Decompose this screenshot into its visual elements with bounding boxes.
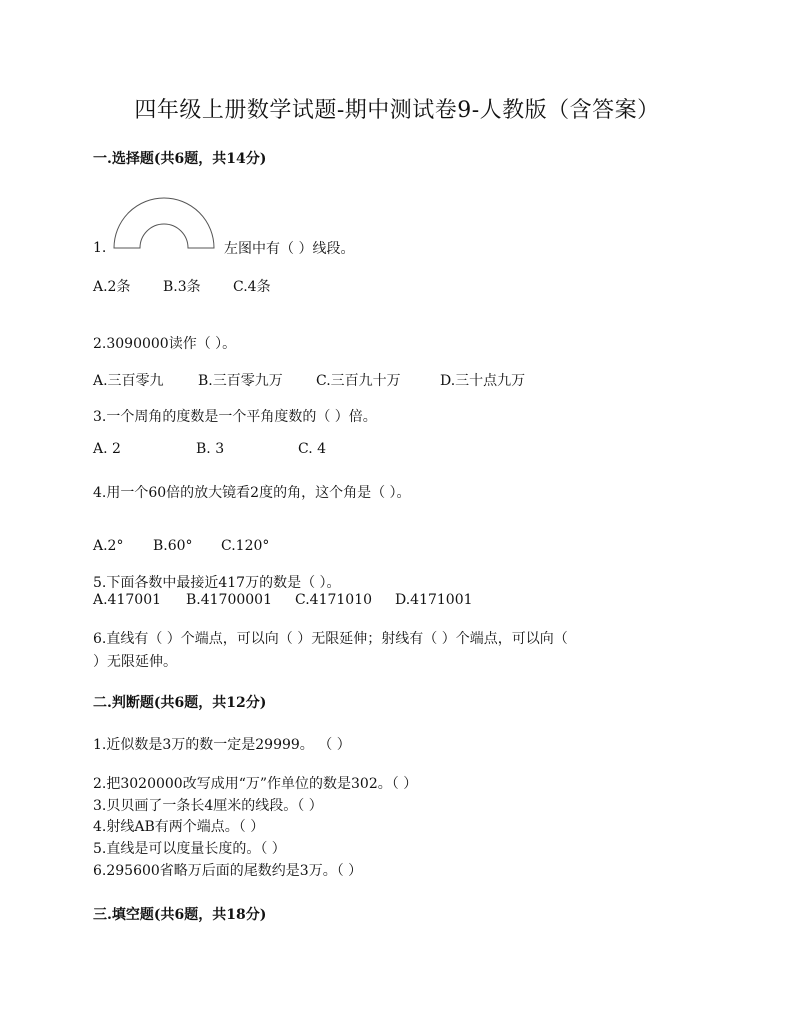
section-heading-choice: 一.选择题(共6题，共14分) [93, 151, 267, 167]
judge-item-4: 4.射线AB有两个端点。（ ） [93, 819, 265, 835]
option-a: A.2条 [93, 279, 131, 295]
judge-item-3: 3.贝贝画了一条长4厘米的线段。（ ） [93, 798, 323, 814]
section-heading-judge: 二.判断题(共6题，共12分) [93, 695, 267, 711]
option-a: A.三百零九 [93, 373, 164, 389]
question-1-text: 左图中有（ ）线段。 [224, 241, 355, 257]
arch-figure [112, 192, 216, 250]
option-b: B. 3 [196, 441, 225, 457]
option-d: D.4171001 [395, 592, 473, 608]
option-c: C.三百九十万 [316, 373, 401, 389]
option-b: B.41700001 [186, 592, 272, 608]
judge-item-6: 6.295600省略万后面的尾数约是3万。（ ） [93, 863, 363, 879]
question-2-options [93, 370, 525, 390]
judge-item-2: 2.把3020000改写成用“万”作单位的数是302。（ ） [93, 776, 418, 792]
option-a: A. 2 [93, 441, 121, 457]
question-3-text: 3.一个周角的度数是一个平角度数的（ ）倍。 [93, 409, 377, 425]
question-5-text: 5.下面各数中最接近417万的数是（ ）。 [93, 575, 341, 591]
question-6-line-2: ）无限延伸。 [93, 654, 177, 670]
question-2-text: 2.3090000读作（ ）。 [93, 336, 237, 352]
option-a: A.417001 [93, 592, 162, 608]
question-1-number: 1. [93, 240, 107, 256]
option-c: C. 4 [298, 441, 327, 457]
option-a: A.2° [93, 538, 124, 554]
question-6-line-1: 6.直线有（ ）个端点，可以向（ ）无限延伸；射线有（ ）个端点，可以向（ [93, 631, 568, 647]
question-5-options [93, 592, 473, 608]
option-b: B.3条 [163, 279, 201, 295]
question-4-options [93, 538, 269, 554]
option-c: C.120° [221, 538, 270, 554]
section-heading-fill: 三.填空题(共6题，共18分) [93, 907, 267, 923]
question-4-text: 4.用一个60倍的放大镜看2度的角，这个角是（ ）。 [93, 485, 411, 501]
option-b: B.60° [153, 538, 193, 554]
page-title: 四年级上册数学试题-期中测试卷9-人教版（含答案） [134, 98, 660, 123]
question-1-options [93, 276, 271, 296]
judge-item-1: 1.近似数是3万的数一定是29999。 （ ） [93, 737, 351, 753]
option-d: D.三十点九万 [440, 373, 526, 389]
option-c: C.4171010 [295, 592, 373, 608]
question-3-options [93, 441, 326, 457]
judge-item-5: 5.直线是可以度量长度的。（ ） [93, 841, 286, 857]
option-c: C.4条 [233, 279, 271, 295]
option-b: B.三百零九万 [198, 373, 283, 389]
